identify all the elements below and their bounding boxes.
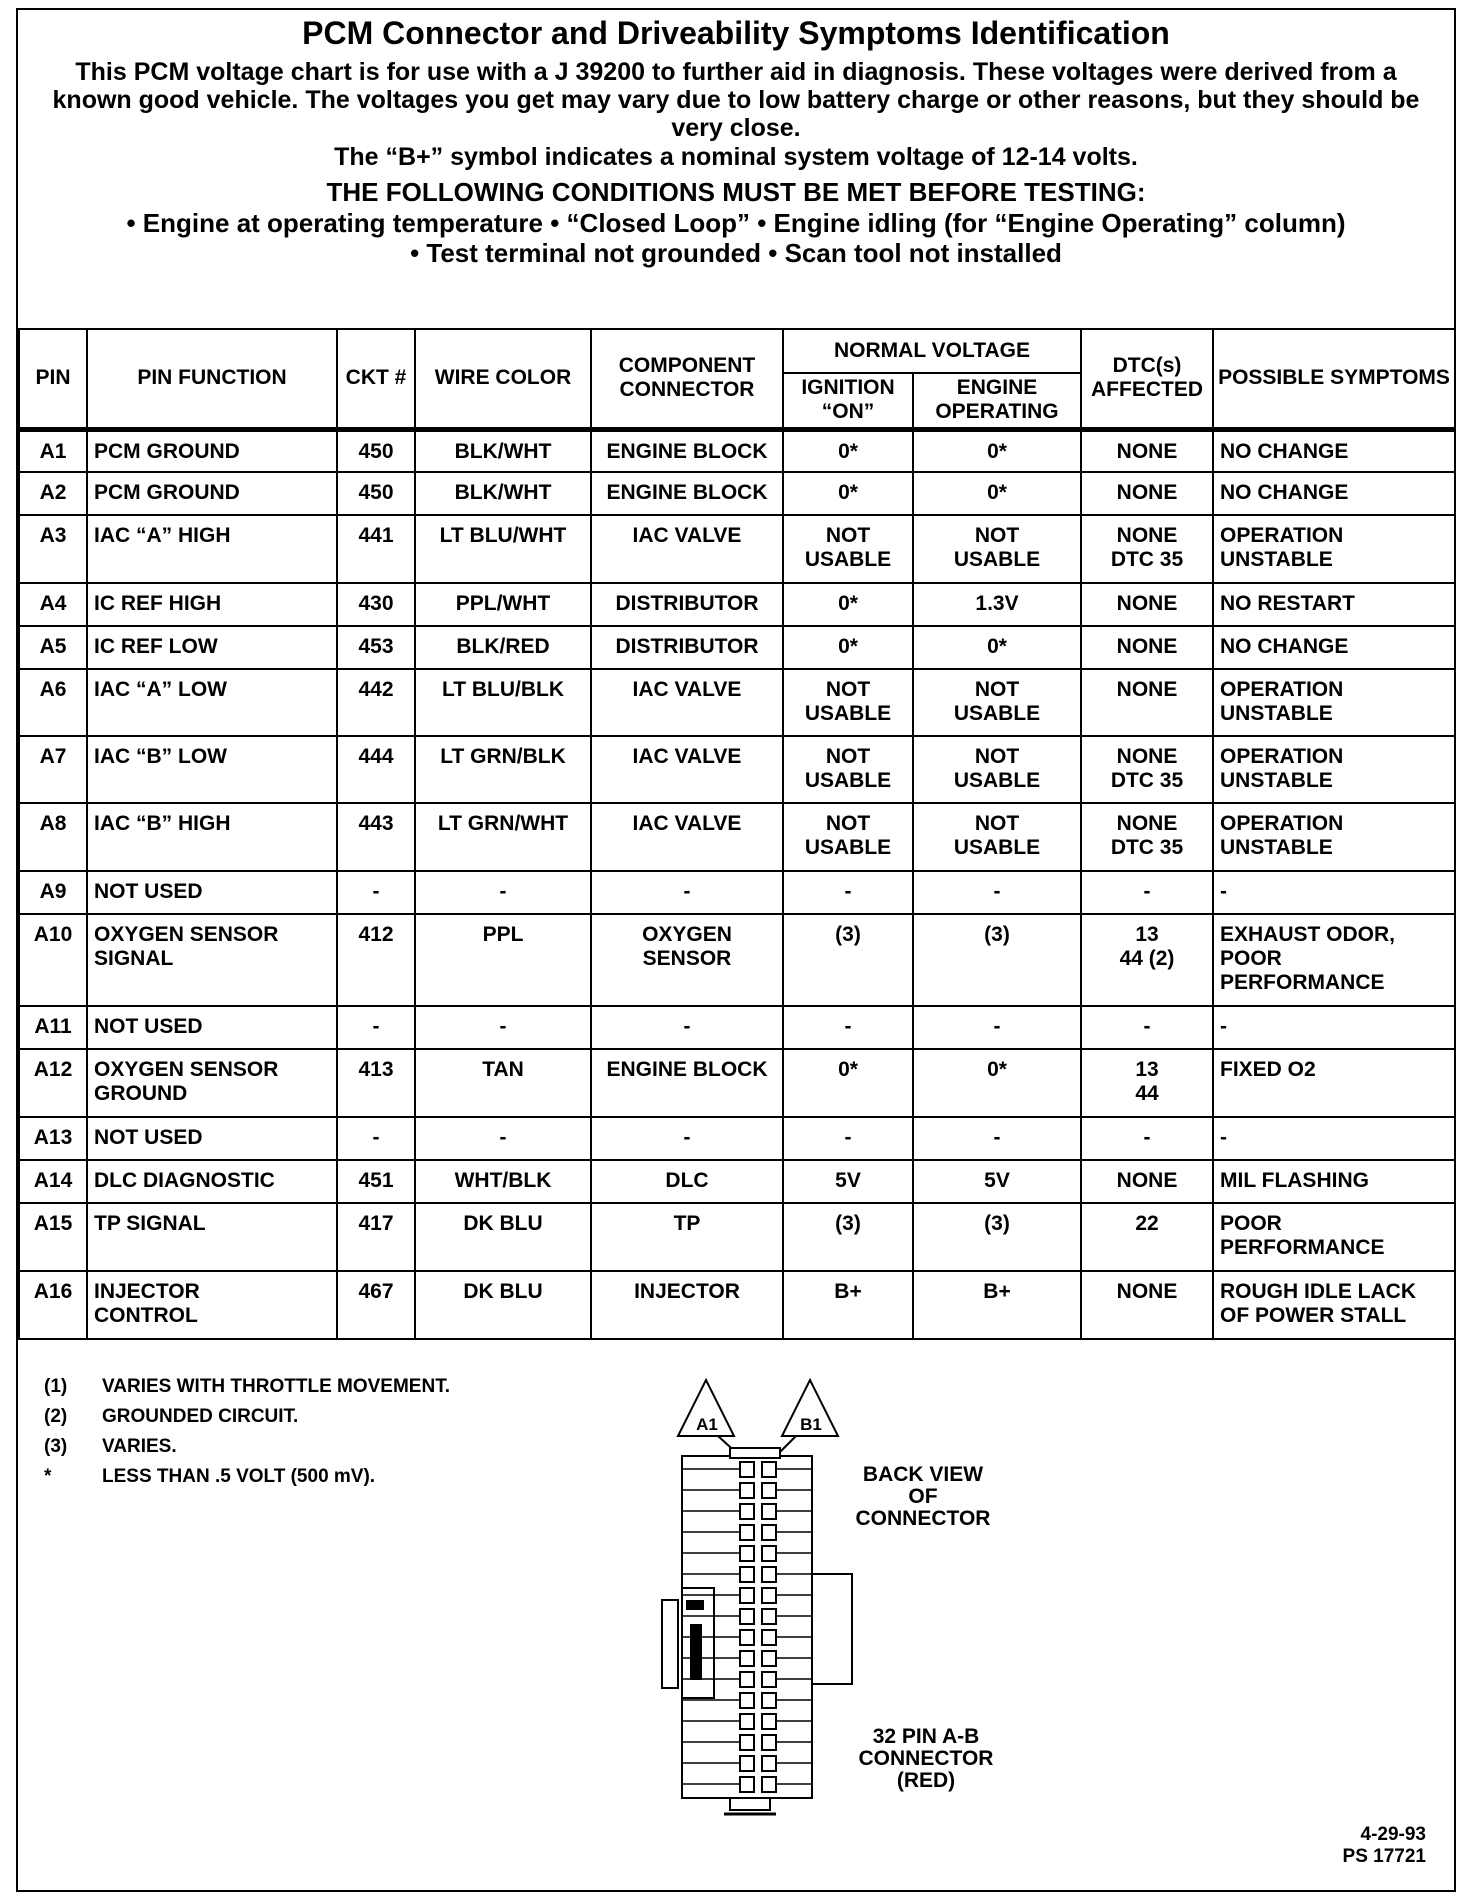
cell-symptom: NO CHANGE	[1213, 429, 1455, 472]
col-ignition-on: IGNITION “ON”	[783, 373, 913, 429]
cell-dtc: NONE	[1081, 1271, 1213, 1339]
note-mark: (3)	[44, 1436, 68, 1457]
cell-pin: A11	[19, 1006, 87, 1049]
col-component-connector: COMPONENT CONNECTOR	[591, 329, 783, 429]
cell-dtc: NONE	[1081, 626, 1213, 669]
note-text: GROUNDED CIRCUIT.	[102, 1406, 299, 1427]
cell-component: OXYGEN SENSOR	[591, 914, 783, 1006]
cell-wire: WHT/BLK	[415, 1160, 591, 1203]
cell-ckt: 467	[337, 1271, 415, 1339]
cell-wire: BLK/WHT	[415, 429, 591, 472]
cell-eng: 0*	[913, 626, 1081, 669]
cell-component: -	[591, 1117, 783, 1160]
cell-dtc: NONE	[1081, 429, 1213, 472]
note-item	[44, 1432, 450, 1462]
cell-function: IAC “A” LOW	[87, 669, 337, 736]
cell-pin: A7	[19, 736, 87, 803]
cell-wire: PPL	[415, 914, 591, 1006]
note-text: VARIES.	[102, 1436, 177, 1457]
cell-symptom: FIXED O2	[1213, 1049, 1455, 1117]
col-ckt: CKT #	[337, 329, 415, 429]
cell-wire: TAN	[415, 1049, 591, 1117]
cell-ign: -	[783, 871, 913, 914]
document-stamp	[1343, 1824, 1426, 1868]
cell-function: NOT USED	[87, 1117, 337, 1160]
cell-function: TP SIGNAL	[87, 1203, 337, 1271]
cell-ign: 0*	[783, 429, 913, 472]
cell-ckt: 442	[337, 669, 415, 736]
cell-function: NOT USED	[87, 871, 337, 914]
cell-symptom: OPERATION UNSTABLE	[1213, 736, 1455, 803]
cell-dtc: NONE	[1081, 669, 1213, 736]
cell-component: DISTRIBUTOR	[591, 626, 783, 669]
footer	[18, 1328, 1454, 1890]
cell-ckt: 443	[337, 803, 415, 871]
cell-wire: LT GRN/WHT	[415, 803, 591, 871]
cell-wire: DK BLU	[415, 1203, 591, 1271]
cell-ign: (3)	[783, 1203, 913, 1271]
cell-ckt: 450	[337, 472, 415, 515]
pin-connector-label: 32 PIN A-B CONNECTOR (RED)	[858, 1725, 994, 1792]
col-dtcs-affected: DTC(s) AFFECTED	[1081, 329, 1213, 429]
cell-pin: A5	[19, 626, 87, 669]
cell-wire: LT BLU/WHT	[415, 515, 591, 583]
note-text: LESS THAN .5 VOLT (500 mV).	[102, 1466, 376, 1487]
cell-pin: A16	[19, 1271, 87, 1339]
cell-symptom: OPERATION UNSTABLE	[1213, 515, 1455, 583]
pin-rows	[19, 429, 1455, 1339]
cell-wire: -	[415, 1006, 591, 1049]
cell-function: IAC “B” HIGH	[87, 803, 337, 871]
table-row	[19, 429, 1455, 472]
cell-pin: A14	[19, 1160, 87, 1203]
cell-eng: -	[913, 1006, 1081, 1049]
cell-pin: A15	[19, 1203, 87, 1271]
cell-component: DISTRIBUTOR	[591, 583, 783, 626]
cell-eng: 0*	[913, 1049, 1081, 1117]
cell-wire: LT GRN/BLK	[415, 736, 591, 803]
cell-symptom: -	[1213, 1117, 1455, 1160]
cell-ckt: 412	[337, 914, 415, 1006]
cell-component: IAC VALVE	[591, 736, 783, 803]
cell-wire: BLK/RED	[415, 626, 591, 669]
conditions-heading: THE FOLLOWING CONDITIONS MUST BE MET BEFORE TESTING:	[326, 177, 1146, 207]
col-wire-color: WIRE COLOR	[415, 329, 591, 429]
cell-wire: -	[415, 1117, 591, 1160]
cell-ign: NOT USABLE	[783, 515, 913, 583]
cell-function: IAC “A” HIGH	[87, 515, 337, 583]
cell-eng: 5V	[913, 1160, 1081, 1203]
cell-ign: 0*	[783, 583, 913, 626]
cell-wire: BLK/WHT	[415, 472, 591, 515]
cell-ign: B+	[783, 1271, 913, 1339]
note-mark: (1)	[44, 1376, 68, 1397]
cell-ign: -	[783, 1117, 913, 1160]
cell-function: INJECTOR CONTROL	[87, 1271, 337, 1339]
col-pin-function: PIN FUNCTION	[87, 329, 337, 429]
cell-wire: LT BLU/BLK	[415, 669, 591, 736]
cell-ign: 0*	[783, 472, 913, 515]
table-row	[19, 736, 1455, 803]
cell-component: ENGINE BLOCK	[591, 472, 783, 515]
table-row	[19, 914, 1455, 1006]
cell-ckt: 444	[337, 736, 415, 803]
cell-dtc: 13 44	[1081, 1049, 1213, 1117]
cell-wire: -	[415, 871, 591, 914]
cell-symptom: EXHAUST ODOR, POOR PERFORMANCE	[1213, 914, 1455, 1006]
cell-component: ENGINE BLOCK	[591, 1049, 783, 1117]
a1-marker-label: A1	[696, 1415, 718, 1434]
table-row	[19, 669, 1455, 736]
cell-dtc: -	[1081, 1117, 1213, 1160]
cell-function: OXYGEN SENSOR SIGNAL	[87, 914, 337, 1006]
cell-function: IAC “B” LOW	[87, 736, 337, 803]
cell-pin: A8	[19, 803, 87, 871]
cell-ckt: 441	[337, 515, 415, 583]
conditions-line-2: • Test terminal not grounded • Scan tool not installed	[410, 238, 1062, 268]
cell-component: -	[591, 1006, 783, 1049]
cell-ckt: -	[337, 1006, 415, 1049]
cell-ign: -	[783, 1006, 913, 1049]
cell-function: DLC DIAGNOSTIC	[87, 1160, 337, 1203]
cell-symptom: ROUGH IDLE LACK OF POWER STALL	[1213, 1271, 1455, 1339]
table-row	[19, 515, 1455, 583]
cell-function: PCM GROUND	[87, 472, 337, 515]
cell-ckt: 417	[337, 1203, 415, 1271]
cell-symptom: -	[1213, 871, 1455, 914]
note-item	[44, 1402, 450, 1432]
cell-pin: A9	[19, 871, 87, 914]
bplus-note: The “B+” symbol indicates a nominal system voltage of 12-14 volts.	[334, 143, 1138, 171]
cell-dtc: NONE	[1081, 583, 1213, 626]
cell-ign: 5V	[783, 1160, 913, 1203]
cell-eng: NOT USABLE	[913, 669, 1081, 736]
cell-ckt: 453	[337, 626, 415, 669]
intro-text: This PCM voltage chart is for use with a J 39200 to further aid in diagnosis. These voltages were derived from a known good vehicle. The voltages you get may vary due to low battery charge or other reasons, but they should be very close.	[52, 58, 1420, 142]
cell-eng: NOT USABLE	[913, 803, 1081, 871]
cell-eng: NOT USABLE	[913, 736, 1081, 803]
table-row	[19, 871, 1455, 914]
cell-symptom: MIL FLASHING	[1213, 1160, 1455, 1203]
table-row	[19, 626, 1455, 669]
connector-body	[662, 1448, 852, 1814]
cell-ckt: 450	[337, 429, 415, 472]
cell-function: NOT USED	[87, 1006, 337, 1049]
header	[18, 10, 1454, 330]
cell-eng: (3)	[913, 1203, 1081, 1271]
cell-ign: NOT USABLE	[783, 803, 913, 871]
cell-dtc: NONE DTC 35	[1081, 515, 1213, 583]
cell-symptom: NO RESTART	[1213, 583, 1455, 626]
cell-component: ENGINE BLOCK	[591, 429, 783, 472]
table-row	[19, 1049, 1455, 1117]
cell-component: IAC VALVE	[591, 803, 783, 871]
cell-function: OXYGEN SENSOR GROUND	[87, 1049, 337, 1117]
document-frame	[16, 8, 1456, 1892]
table-row	[19, 1203, 1455, 1271]
note-mark: (2)	[44, 1406, 68, 1427]
table-row	[19, 1006, 1455, 1049]
cell-ckt: -	[337, 871, 415, 914]
cell-symptom: NO CHANGE	[1213, 472, 1455, 515]
cell-component: INJECTOR	[591, 1271, 783, 1339]
col-pin: PIN	[19, 329, 87, 429]
cell-ckt: 430	[337, 583, 415, 626]
table-row	[19, 803, 1455, 871]
cell-symptom: POOR PERFORMANCE	[1213, 1203, 1455, 1271]
table-row	[19, 1160, 1455, 1203]
note-text: VARIES WITH THROTTLE MOVEMENT.	[102, 1376, 450, 1397]
cell-pin: A6	[19, 669, 87, 736]
cell-pin: A1	[19, 429, 87, 472]
note-item	[44, 1372, 450, 1402]
conditions-line-1: • Engine at operating temperature • “Closed Loop” • Engine idling (for “Engine Operating” column)	[126, 208, 1346, 238]
col-normal-voltage: NORMAL VOLTAGE	[783, 329, 1081, 373]
cell-eng: NOT USABLE	[913, 515, 1081, 583]
col-engine-operating: ENGINE OPERATING	[913, 373, 1081, 429]
cell-component: -	[591, 871, 783, 914]
cell-dtc: -	[1081, 1006, 1213, 1049]
cell-component: IAC VALVE	[591, 515, 783, 583]
cell-eng: 1.3V	[913, 583, 1081, 626]
pin-table	[18, 328, 1456, 1340]
cell-dtc: NONE DTC 35	[1081, 736, 1213, 803]
cell-eng: -	[913, 1117, 1081, 1160]
cell-ign: (3)	[783, 914, 913, 1006]
cell-pin: A2	[19, 472, 87, 515]
col-possible-symptoms: POSSIBLE SYMPTOMS	[1213, 329, 1455, 429]
cell-ign: 0*	[783, 626, 913, 669]
cell-pin: A3	[19, 515, 87, 583]
cell-symptom: -	[1213, 1006, 1455, 1049]
cell-eng: 0*	[913, 472, 1081, 515]
cell-pin: A12	[19, 1049, 87, 1117]
table-row	[19, 472, 1455, 515]
cell-dtc: -	[1081, 871, 1213, 914]
table-row	[19, 1117, 1455, 1160]
cell-component: DLC	[591, 1160, 783, 1203]
cell-symptom: OPERATION UNSTABLE	[1213, 803, 1455, 871]
cell-dtc: 22	[1081, 1203, 1213, 1271]
note-item	[44, 1462, 450, 1492]
cell-function: IC REF HIGH	[87, 583, 337, 626]
cell-ign: 0*	[783, 1049, 913, 1117]
cell-pin: A10	[19, 914, 87, 1006]
cell-wire: PPL/WHT	[415, 583, 591, 626]
cell-component: IAC VALVE	[591, 669, 783, 736]
cell-ign: NOT USABLE	[783, 736, 913, 803]
cell-dtc: NONE DTC 35	[1081, 803, 1213, 871]
cell-eng: B+	[913, 1271, 1081, 1339]
cell-symptom: NO CHANGE	[1213, 626, 1455, 669]
back-view-label-text: BACK VIEW OF CONNECTOR	[855, 1463, 991, 1530]
notes-list	[44, 1372, 450, 1492]
cell-wire: DK BLU	[415, 1271, 591, 1339]
cell-component: TP	[591, 1203, 783, 1271]
cell-dtc: NONE	[1081, 472, 1213, 515]
cell-pin: A4	[19, 583, 87, 626]
cell-eng: 0*	[913, 429, 1081, 472]
cell-dtc: 13 44 (2)	[1081, 914, 1213, 1006]
document-date: 4-29-93	[1360, 1824, 1426, 1845]
cell-function: IC REF LOW	[87, 626, 337, 669]
cell-dtc: NONE	[1081, 1160, 1213, 1203]
cell-ign: NOT USABLE	[783, 669, 913, 736]
document-ps-number: PS 17721	[1342, 1846, 1426, 1867]
cell-eng: -	[913, 871, 1081, 914]
note-mark: *	[44, 1466, 52, 1487]
cell-symptom: OPERATION UNSTABLE	[1213, 669, 1455, 736]
table-row	[19, 583, 1455, 626]
cell-ckt: -	[337, 1117, 415, 1160]
page-title: PCM Connector and Driveability Symptoms Identification	[302, 15, 1170, 51]
b1-marker-label: B1	[800, 1415, 822, 1434]
cell-ckt: 451	[337, 1160, 415, 1203]
cell-ckt: 413	[337, 1049, 415, 1117]
cell-function: PCM GROUND	[87, 429, 337, 472]
cell-pin: A13	[19, 1117, 87, 1160]
cell-eng: (3)	[913, 914, 1081, 1006]
